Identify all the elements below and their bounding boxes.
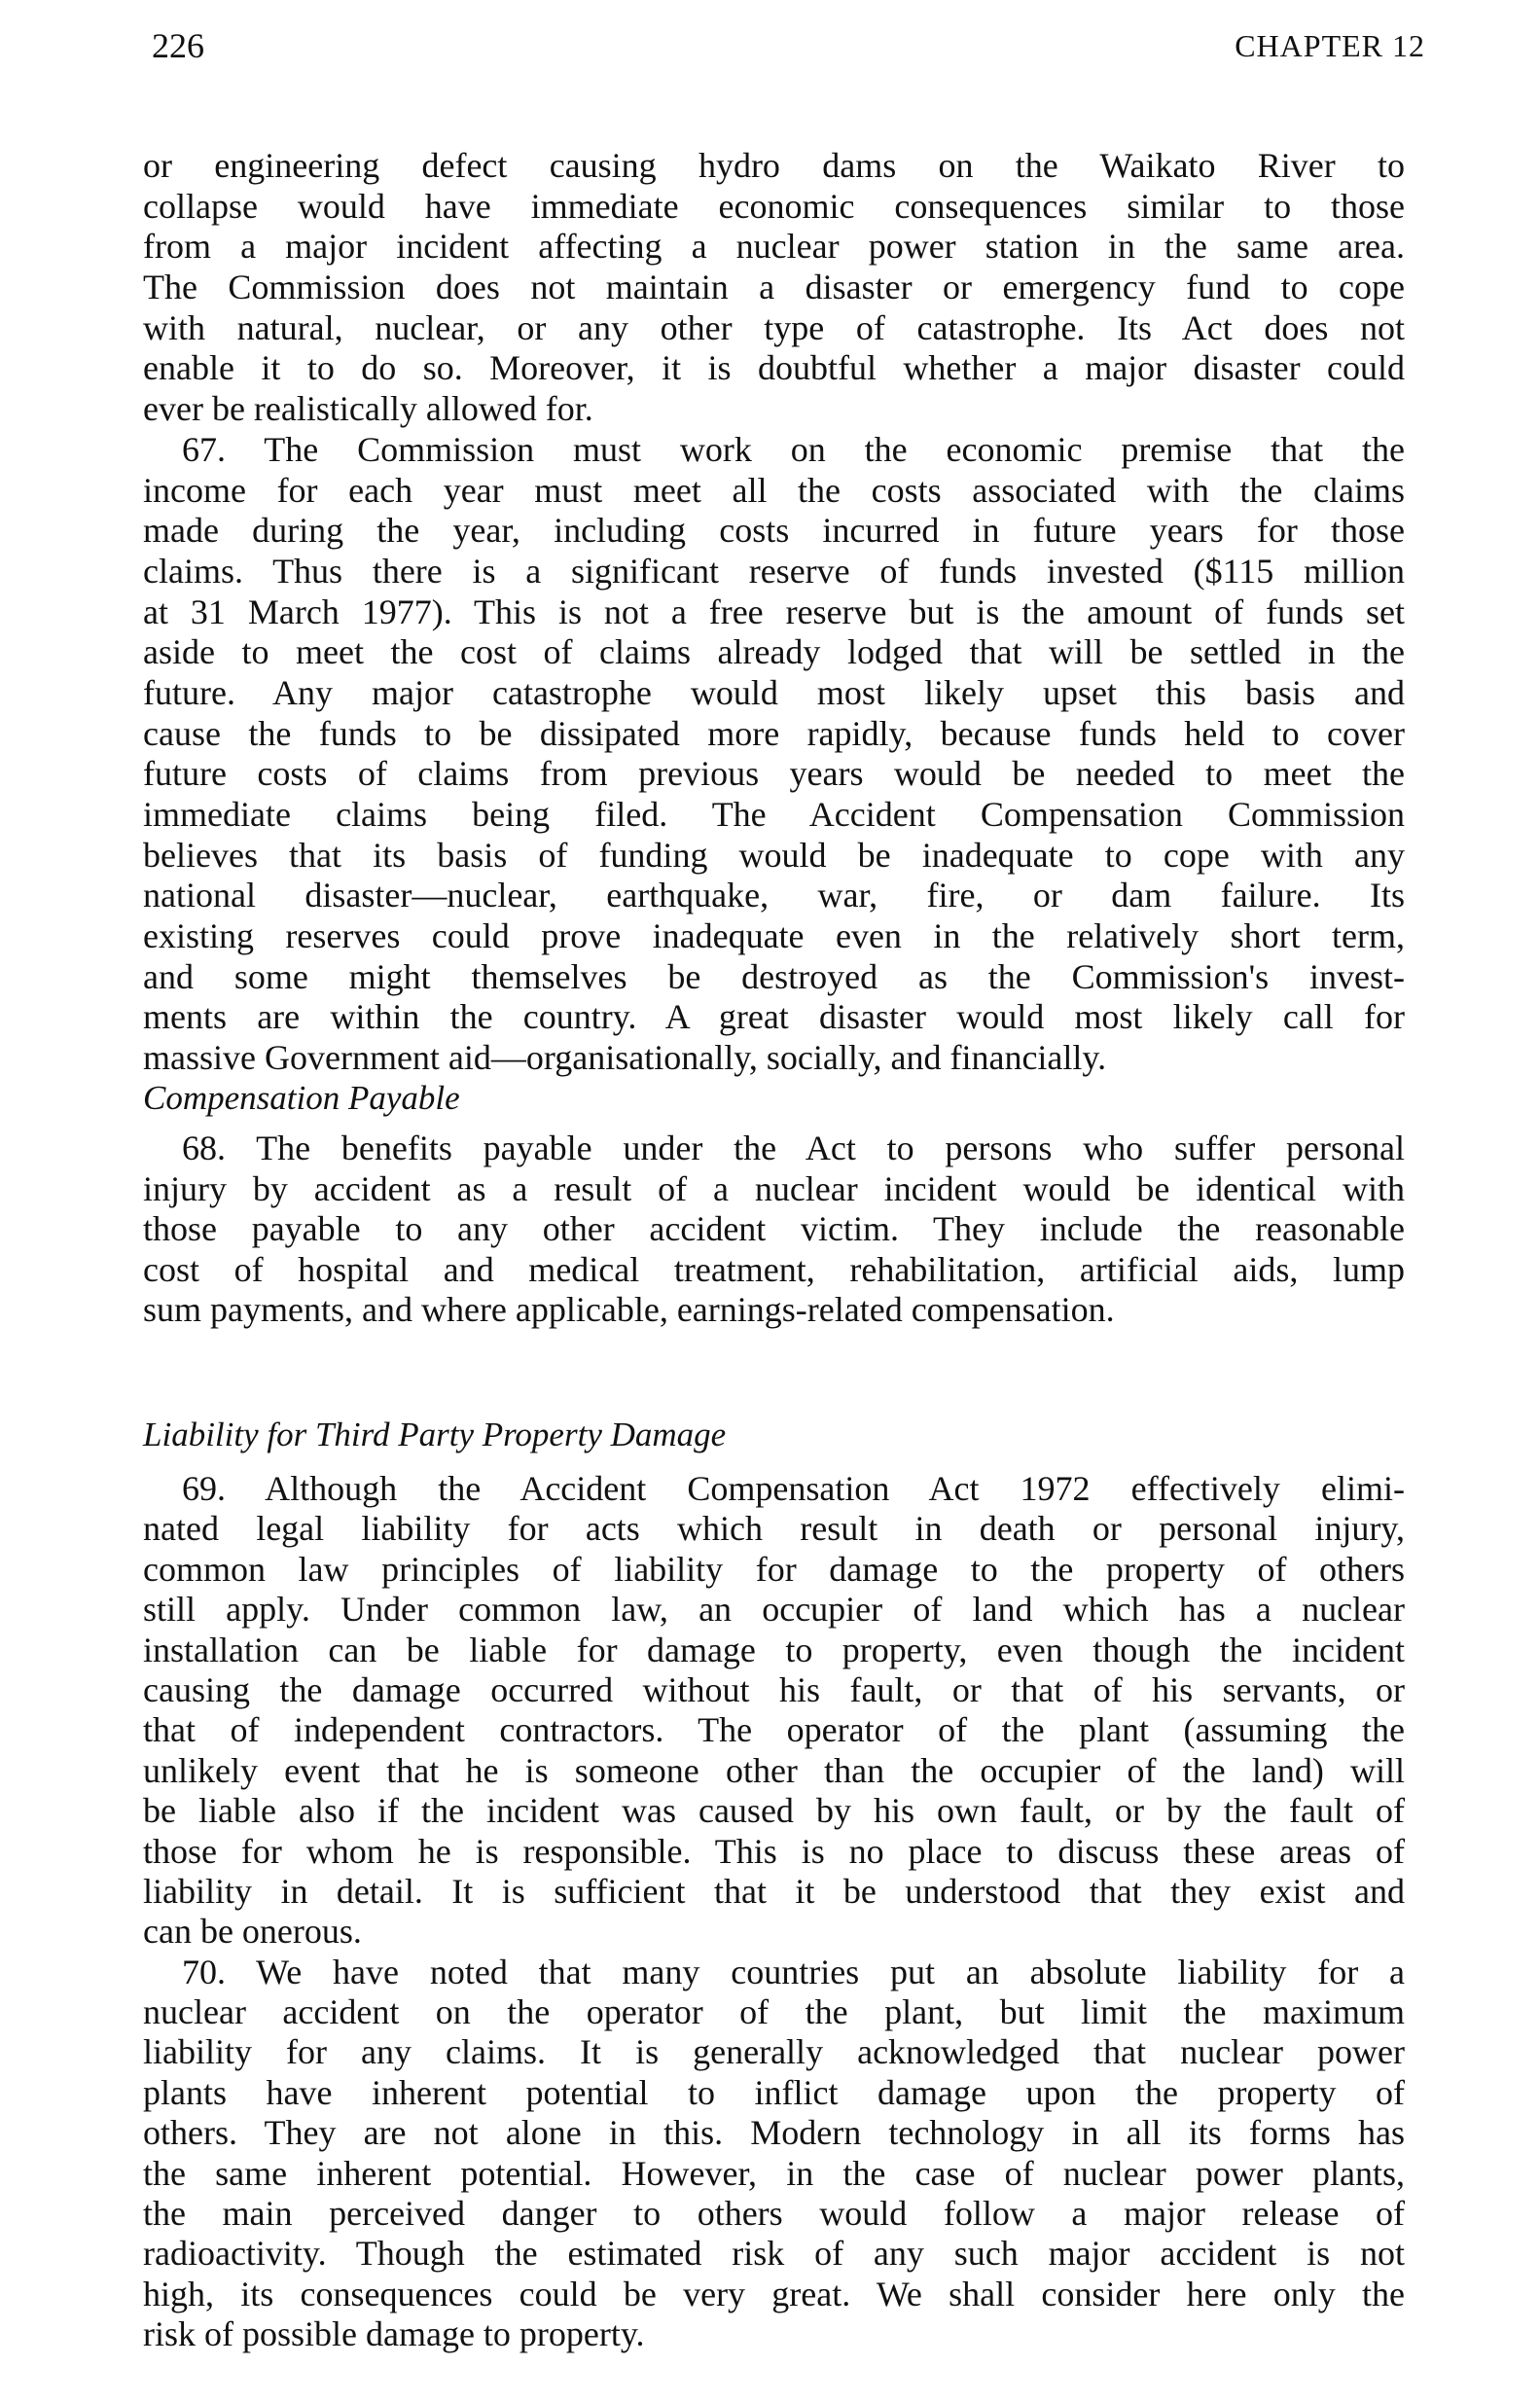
text-line: massive Government aid—organisationally, socially, and financially. bbox=[143, 1038, 1107, 1078]
text-line: causing the damage occurred without his fault, or that of his servants, or bbox=[143, 1669, 1405, 1709]
text-line: can be onerous. bbox=[143, 1912, 362, 1952]
text-line: income for each year must meet all the costs associated with the claims bbox=[143, 470, 1405, 510]
paragraph bbox=[143, 1953, 1405, 2355]
text-line: 67. The Commission must work on the economic premise that the bbox=[182, 429, 1405, 469]
text-line: ments are within the country. A great disaster would most likely call for bbox=[143, 997, 1405, 1037]
text-line: plants have inherent potential to inflict damage upon the property of bbox=[143, 2072, 1405, 2112]
text-line: 68. The benefits payable under the Act to persons who suffer personal bbox=[182, 1129, 1405, 1167]
text-line: high, its consequences could be very great. We shall consider here only the bbox=[143, 2274, 1405, 2313]
body-text-block bbox=[143, 146, 1405, 1079]
text-line: or engineering defect causing hydro dams on the Waikato River to bbox=[143, 146, 1405, 185]
running-header-chapter: CHAPTER 12 bbox=[1235, 28, 1425, 63]
text-line: installation can be liable for damage to property, even though the incident bbox=[143, 1630, 1405, 1669]
text-line: future costs of claims from previous years would be needed to meet the bbox=[143, 754, 1405, 794]
text-line: those for whom he is responsible. This is no place to discuss these areas of bbox=[143, 1831, 1405, 1871]
text-line: those payable to any other accident victim. They include the reasonable bbox=[143, 1209, 1405, 1248]
text-line: believes that its basis of funding would be inadequate to cope with any bbox=[143, 835, 1405, 875]
paragraph bbox=[143, 1469, 1405, 1953]
text-line: made during the year, including costs incurred in future years for those bbox=[143, 511, 1405, 551]
text-line: be liable also if the incident was caused by his own fault, or by the fault of bbox=[143, 1791, 1405, 1831]
text-line: common law principles of liability for damage to the property of others bbox=[143, 1549, 1405, 1589]
text-line: cost of hospital and medical treatment, rehabilitation, artificial aids, lump bbox=[143, 1249, 1405, 1289]
text-line: with natural, nuclear, or any other type of catastrophe. Its Act does not bbox=[143, 307, 1405, 347]
text-line: nated legal liability for acts which result in death or personal injury, bbox=[143, 1509, 1405, 1549]
text-line: unlikely event that he is someone other than the occupier of the land) will bbox=[143, 1750, 1405, 1790]
text-line: The Commission does not maintain a disaster or emergency fund to cope bbox=[143, 268, 1405, 307]
text-line: immediate claims being filed. The Accident Compensation Commission bbox=[143, 795, 1405, 834]
text-line: 70. We have noted that many countries put an absolute liability for a bbox=[182, 1952, 1405, 1991]
text-line: that of independent contractors. The operator of the plant (assuming the bbox=[143, 1710, 1405, 1750]
text-line: and some might themselves be destroyed as the Commission's invest- bbox=[143, 956, 1405, 996]
text-line: aside to meet the cost of claims already lodged that will be settled in the bbox=[143, 632, 1405, 672]
text-line: radioactivity. Though the estimated risk of any such major accident is not bbox=[143, 2234, 1405, 2274]
body-text-block bbox=[143, 1129, 1405, 1331]
section-heading-liability: Liability for Third Party Property Damage bbox=[143, 1416, 727, 1453]
text-line: 69. Although the Accident Compensation Act 1972 effectively elimi- bbox=[182, 1469, 1405, 1508]
text-line: sum payments, and where applicable, earnings-related compensation. bbox=[143, 1290, 1115, 1329]
text-line: ever be realistically allowed for. bbox=[143, 389, 593, 429]
text-line: nuclear accident on the operator of the plant, but limit the maximum bbox=[143, 1992, 1405, 2032]
text-line: cause the funds to be dissipated more rapidly, because funds held to cover bbox=[143, 713, 1405, 753]
text-line: risk of possible damage to property. bbox=[143, 2314, 645, 2354]
section-heading-compensation-payable: Compensation Payable bbox=[143, 1079, 460, 1117]
text-line: future. Any major catastrophe would most likely upset this basis and bbox=[143, 672, 1405, 712]
text-line: national disaster—nuclear, earthquake, war, fire, or dam failure. Its bbox=[143, 876, 1405, 915]
text-line: claims. Thus there is a significant reserve of funds invested ($115 million bbox=[143, 551, 1405, 591]
text-line: from a major incident affecting a nuclear power station in the same area. bbox=[143, 227, 1405, 267]
text-line: still apply. Under common law, an occupier of land which has a nuclear bbox=[143, 1590, 1405, 1630]
text-line: liability for any claims. It is generally acknowledged that nuclear power bbox=[143, 2032, 1405, 2072]
text-line: the same inherent potential. However, in the case of nuclear power plants, bbox=[143, 2153, 1405, 2193]
text-line: liability in detail. It is sufficient that it be understood that they exist and bbox=[143, 1871, 1405, 1911]
paragraph bbox=[143, 1129, 1405, 1331]
page-number: 226 bbox=[152, 26, 204, 65]
paragraph bbox=[143, 430, 1405, 1079]
text-line: collapse would have immediate economic consequences similar to those bbox=[143, 186, 1405, 226]
body-text-block bbox=[143, 1469, 1405, 2355]
text-line: at 31 March 1977). This is not a free reserve but is the amount of funds set bbox=[143, 592, 1405, 631]
text-line: injury by accident as a result of a nuclear incident would be identical with bbox=[143, 1168, 1405, 1208]
text-line: others. They are not alone in this. Modern technology in all its forms has bbox=[143, 2113, 1405, 2153]
text-line: enable it to do so. Moreover, it is doubtful whether a major disaster could bbox=[143, 348, 1405, 388]
text-line: existing reserves could prove inadequate even in the relatively short term, bbox=[143, 916, 1405, 956]
paragraph bbox=[143, 146, 1405, 430]
text-line: the main perceived danger to others would follow a major release of bbox=[143, 2194, 1405, 2234]
